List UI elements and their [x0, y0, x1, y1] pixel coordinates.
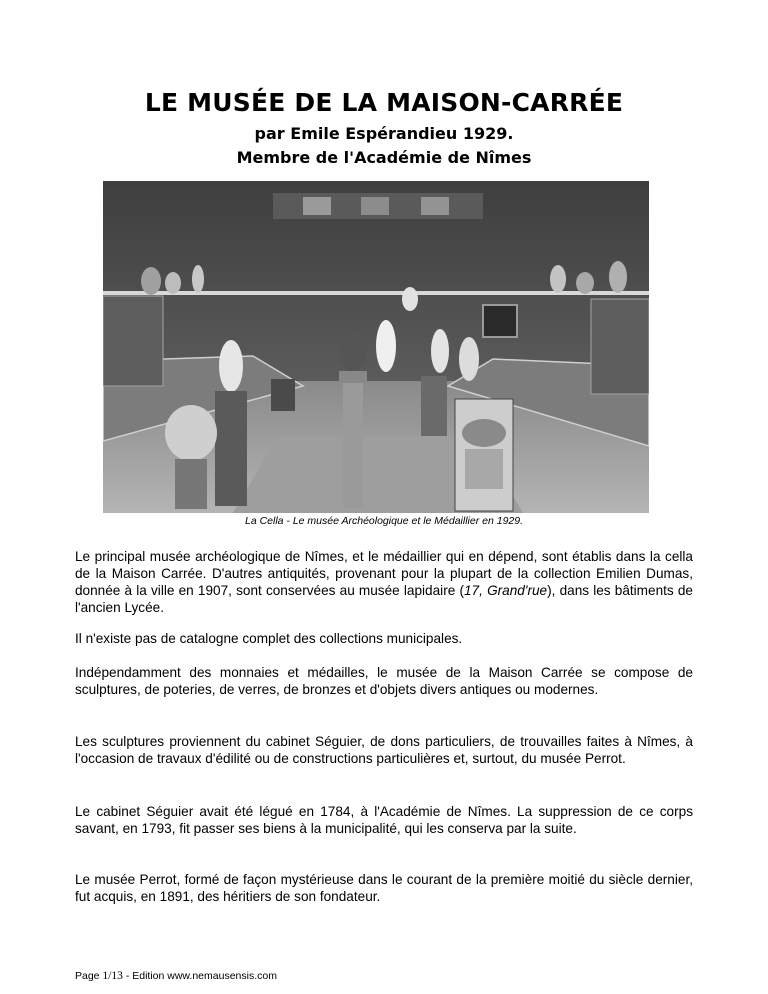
- address-italic: 17, Grand'rue: [464, 583, 548, 598]
- paragraph-intro-start: Le principal musée archéologique de Nîmes, et le médaillier qui en dépend, sont établis dans la cella de la Maison Carrée. D'autres antiquités, provenant pour la plupart de la collection Emilien Dumas, donnée à la ville en 1907, sont conservées au musée lapidaire (: [75, 549, 693, 598]
- paragraph-seguier: Le cabinet Séguier avait été légué en 1784, à l'Académie de Nîmes. La suppression de ce corps savant, en 1793, fit passer ses biens à la municipalité, qui les conserva par la suite.: [75, 804, 693, 836]
- page-label: Page: [75, 970, 103, 982]
- paragraph-intro: [75, 548, 693, 616]
- museum-photo: [103, 181, 649, 513]
- document-title: LE MUSÉE DE LA MAISON-CARRÉE: [144, 88, 624, 117]
- museum-interior-illustration: [103, 181, 649, 513]
- paragraph-collections: Indépendamment des monnaies et médailles, le musée de la Maison Carrée se compose de sculptures, de poteries, de verres, de bronzes et d'objets divers antiques ou modernes.: [75, 665, 693, 697]
- page-number: 1/13: [102, 970, 123, 982]
- paragraph-intro-end: ), dans les bâtiments de l'ancien Lycée.: [75, 583, 693, 615]
- paragraph-sculptures: Les sculptures proviennent du cabinet Séguier, de dons particuliers, de trouvailles faites à Nîmes, à l'occasion de travaux d'édilité ou de constructions particulières et, surtout, du musée Perrot.: [75, 734, 693, 766]
- figure-caption: La Cella - Le musée Archéologique et le Médaillier en 1929.: [244, 515, 524, 527]
- edition-link: - Edition www.nemausensis.com: [122, 970, 277, 982]
- paragraph-catalogue: Il n'existe pas de catalogne complet des collections municipales.: [75, 631, 463, 646]
- paragraph-perrot: Le musée Perrot, formé de façon mystérieuse dans le courant de la première moitié du siècle dernier, fut acquis, en 1891, des héritiers de son fondateur.: [75, 872, 693, 904]
- author-affiliation: Membre de l'Académie de Nîmes: [236, 148, 532, 167]
- page-footer: [75, 970, 277, 982]
- author-line: par Emile Espérandieu 1929.: [254, 124, 514, 143]
